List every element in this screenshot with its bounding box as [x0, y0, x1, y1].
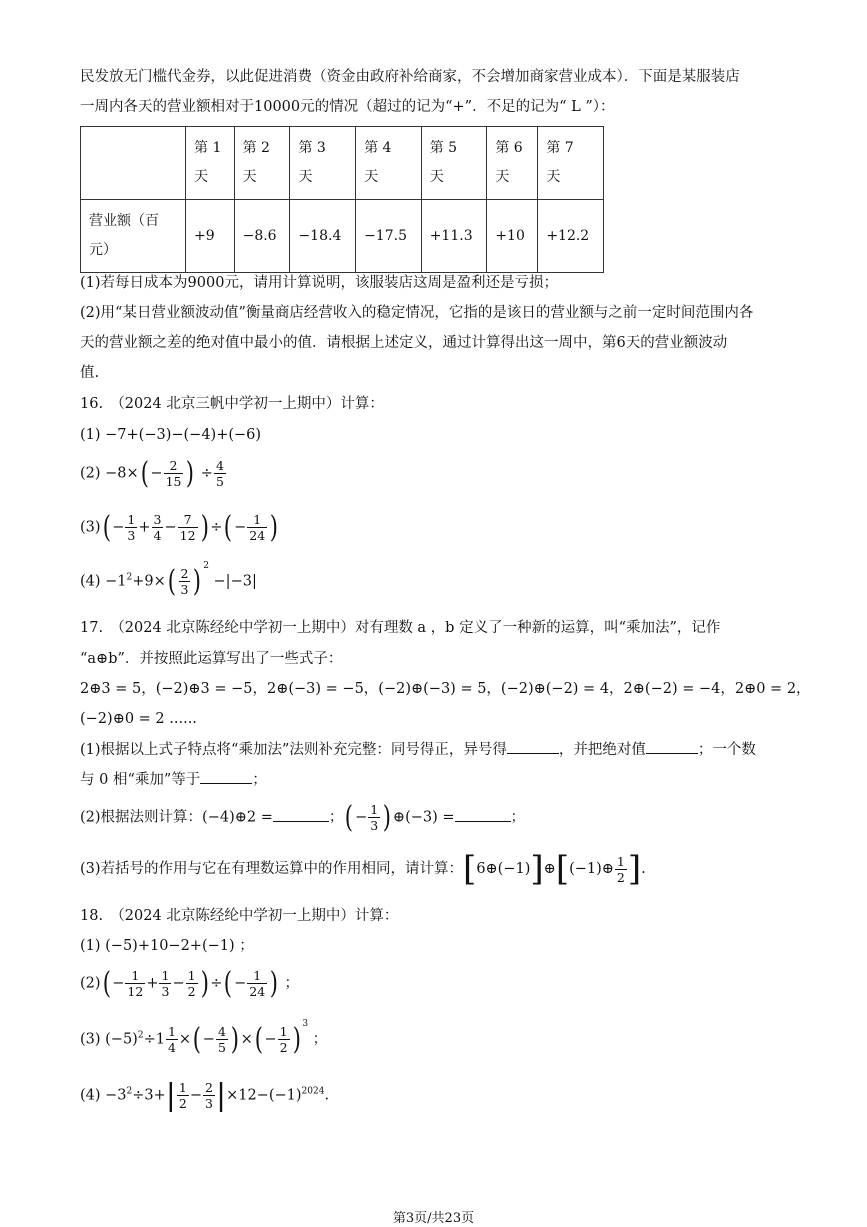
table-value-cell: +10	[487, 200, 538, 273]
q17-examples-line2: (−2)⊕0 = 2 ......	[80, 711, 197, 727]
q18-expr-2: (2)( − $\frac{1}{12}$ + $\frac{1}{3}$ − $\frac{1}{2}$ ) ÷( − $\frac{1}{24}$ ) ；	[80, 965, 300, 1001]
q17-part1-line2: 与 0 相“乘加”等于 ；	[80, 765, 267, 795]
q18-expr-1: (1) (−5)+10−2+(−1) ；	[80, 938, 254, 954]
q16-expr-3: (3)( − $\frac{1}{3}$ + $\frac{3}{4}$ − $\frac{7}{12}$ ) ÷( − $\frac{1}{24}$ )	[80, 509, 279, 545]
table-header-day: 第 6 天	[487, 127, 538, 200]
table-corner-cell	[81, 127, 186, 200]
table-value-cell: −18.4	[290, 200, 356, 273]
q18-header: 18. （2024 北京陈经纶中学初一上期中）计算：	[80, 908, 399, 924]
q17-examples-line1: 2⊕3 = 5，(−2)⊕3 = −5，2⊕(−3) = −5，(−2)⊕(−3) = 5，(−2)⊕(−2) = 4，2⊕(−2) = −4，2⊕0 = 2，	[80, 681, 811, 697]
table-value-cell: +12.2	[538, 200, 604, 273]
intro-line-2: 一周内各天的营业额相对于10000元的情况（超过的记为“+”．不足的记为“ L ”）：	[80, 99, 615, 115]
q16-expr-4: $(4) -1^2+9\times$( $\frac{2}{3}$ ) $^2$ −|−3|	[80, 560, 257, 599]
q17-part3: (3)若括号的作用与它在有理数运算中的作用相同，请计算：[6⊕(−1)]⊕[(−1)⊕ $\frac{1}{2}$ ].	[80, 849, 646, 889]
table-value-cell: −17.5	[356, 200, 422, 273]
answer-blank[interactable]	[455, 807, 511, 822]
table-value-cell: +9	[186, 200, 235, 273]
table-header-day: 第 3 天	[290, 127, 356, 200]
q18-expr-3: (3) $(-5)^2\div 1$ $\frac{1}{4}$ ×( − $\frac{4}{5}$ ) ×( − $\frac{1}{2}$ ) $^3$ ；	[80, 1018, 328, 1057]
q15-part2-line1: (2)用“某日营业额波动值”衡量商店经营收入的稳定情况，它指的是该日的营业额与之前一定时间范围内各	[80, 305, 754, 321]
answer-blank[interactable]	[646, 739, 698, 754]
q15-part1: (1)若每日成本为9000元，请用计算说明，该服装店这周是盈利还是亏损；	[80, 275, 558, 291]
table-value-cell: −8.6	[234, 200, 290, 273]
answer-blank[interactable]	[507, 739, 559, 754]
page-footer: 第3页/共23页	[392, 1211, 475, 1226]
table-value-cell: +11.3	[421, 200, 487, 273]
q17-part2: (2)根据法则计算：(−4)⊕2 = ；( − $\frac{1}{3}$ ) ⊕(−3) = ；	[80, 799, 526, 835]
table-row-label: 营业额（百 元）	[81, 200, 186, 273]
q17-part1-line1: (1)根据以上式子特点将“乘加法”法则补充完整：同号得正，异号得 ，并把绝对值 ；一个数	[80, 735, 756, 765]
table-header-day: 第 7 天	[538, 127, 604, 200]
q17-header-line2: “a⊕b”．并按照此运算写出了一些式子：	[80, 651, 343, 667]
table-header-day: 第 1 天	[186, 127, 235, 200]
q18-expr-4: $(4) -3^2\div 3+|$ $\frac{1}{2}$ − $\frac{2}{3}$ $|\times 12-(-1)^{2024}$.	[80, 1077, 330, 1113]
q15-part2-line2: 天的营业额之差的绝对值中最小的值．请根据上述定义，通过计算得出这一周中，第6天的营业额波动	[80, 335, 728, 351]
revenue-table	[80, 126, 604, 273]
answer-blank[interactable]	[273, 807, 329, 822]
table-value-row	[81, 200, 604, 273]
q16-expr-1: (1) −7+(−3)−(−4)+(−6)	[80, 427, 262, 443]
table-header-row	[81, 127, 604, 200]
table-header-day: 第 4 天	[356, 127, 422, 200]
q17-header-line1: 17. （2024 北京陈经纶中学初一上期中）对有理数 a ，b 定义了一种新的运算，叫“乘加法”，记作	[80, 620, 721, 636]
table-header-day: 第 5 天	[421, 127, 487, 200]
table-header-day: 第 2 天	[234, 127, 290, 200]
answer-blank[interactable]	[200, 769, 252, 784]
q15-part2-line3: 值.	[80, 365, 100, 381]
intro-line-1: 民发放无门槛代金券，以此促进消费（资金由政府补给商家，不会增加商家营业成本）．下面是某服装店	[80, 69, 740, 85]
q16-header: 16. （2024 北京三帆中学初一上期中）计算：	[80, 396, 384, 412]
q16-expr-2: (2) −8×( − $\frac{2}{15}$ ) ÷ $\frac{4}{5}$	[80, 455, 224, 491]
